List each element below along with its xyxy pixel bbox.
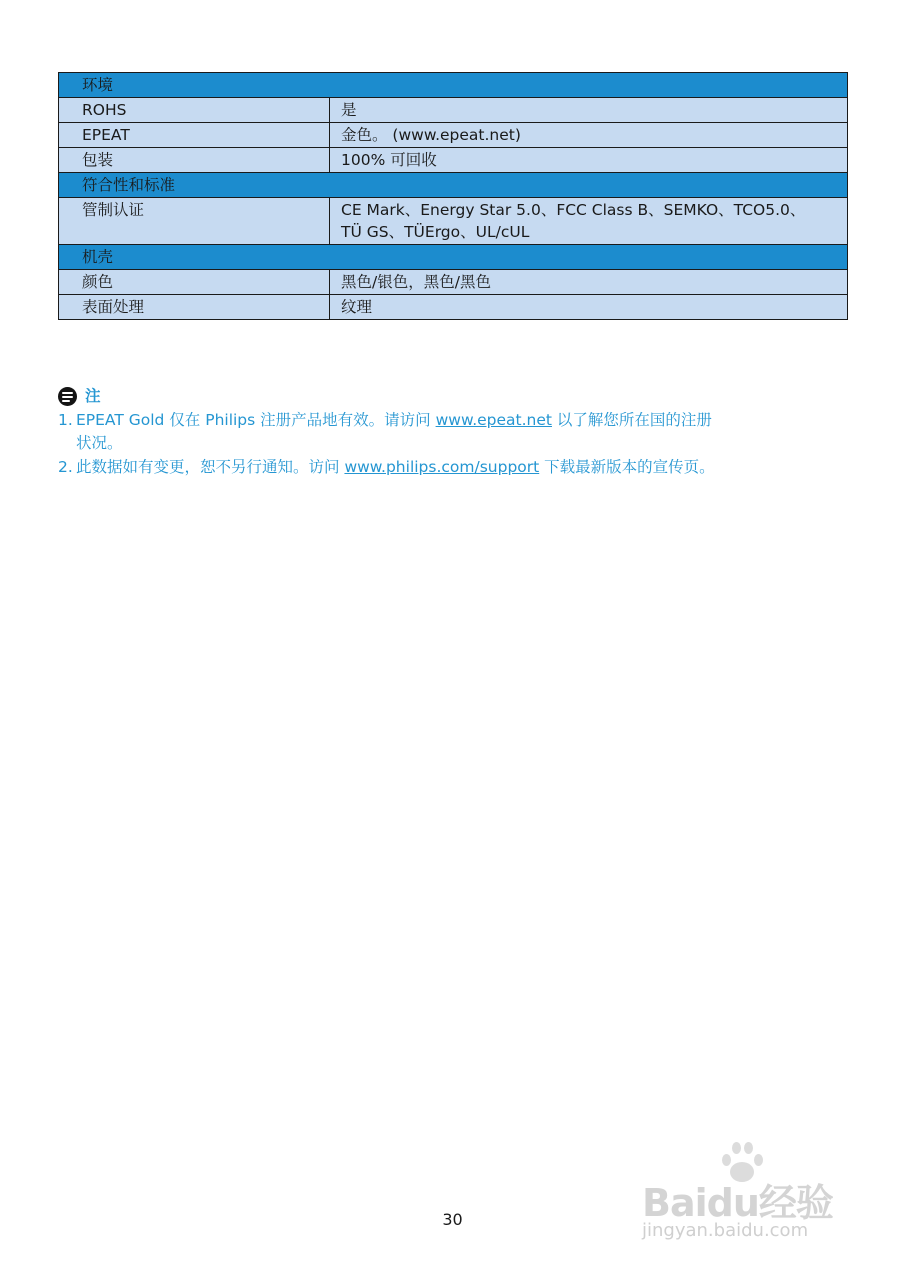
table-row xyxy=(59,295,848,320)
note-text: 状况。 xyxy=(76,434,123,452)
epeat-link[interactable]: www.epeat.net xyxy=(435,410,552,429)
notes-heading xyxy=(58,385,848,409)
notes-section xyxy=(58,385,848,479)
section-header-environment xyxy=(59,73,848,98)
spec-table xyxy=(58,72,848,320)
table-row xyxy=(59,98,848,123)
section-title: 机壳 xyxy=(59,245,848,270)
section-header-cabinet xyxy=(59,245,848,270)
table-row xyxy=(59,123,848,148)
section-header-compliance xyxy=(59,173,848,198)
note-number: 2. xyxy=(58,457,73,476)
row-label: 管制认证 xyxy=(59,198,330,245)
watermark-brand: Baidu经验 xyxy=(642,1181,833,1225)
table-row xyxy=(59,198,848,245)
row-value xyxy=(330,198,848,245)
certification-line-1: CE Mark、Energy Star 5.0、FCC Class B、SEMKO、TCO5.0、 xyxy=(341,201,806,219)
note-item-2 xyxy=(58,456,848,480)
note-text: 下载最新版本的宣传页。 xyxy=(539,457,715,476)
notes-title: 注 xyxy=(85,387,101,405)
table-row xyxy=(59,270,848,295)
baidu-watermark xyxy=(640,1140,860,1250)
page-number: 30 xyxy=(442,1210,463,1229)
row-value: 100% 可回收 xyxy=(330,148,848,173)
note-text: 以了解您所在国的注册 xyxy=(551,410,712,429)
certification-line-2: TÜ GS、TÜErgo、UL/cUL xyxy=(341,223,530,241)
note-item-1 xyxy=(58,409,848,456)
row-label: 表面处理 xyxy=(59,295,330,320)
note-number: 1. xyxy=(58,410,73,429)
philips-support-link[interactable]: www.philips.com/support xyxy=(344,457,540,476)
row-label: ROHS xyxy=(59,98,330,123)
row-value: 黑色/银色，黑色/黑色 xyxy=(330,270,848,295)
row-label: 颜色 xyxy=(59,270,330,295)
row-label: 包装 xyxy=(59,148,330,173)
table-row xyxy=(59,148,848,173)
row-value: 纹理 xyxy=(330,295,848,320)
note-icon xyxy=(58,387,77,406)
note-text: 此数据如有变更，恕不另行通知。访问 xyxy=(76,457,345,476)
row-value: 金色。 (www.epeat.net) xyxy=(330,123,848,148)
note-text: EPEAT Gold 仅在 Philips 注册产品地有效。请访问 xyxy=(76,410,436,429)
row-label: EPEAT xyxy=(59,123,330,148)
row-value: 是 xyxy=(330,98,848,123)
watermark-url: jingyan.baidu.com xyxy=(642,1220,809,1241)
section-title: 符合性和标准 xyxy=(59,173,848,198)
section-title: 环境 xyxy=(59,73,848,98)
